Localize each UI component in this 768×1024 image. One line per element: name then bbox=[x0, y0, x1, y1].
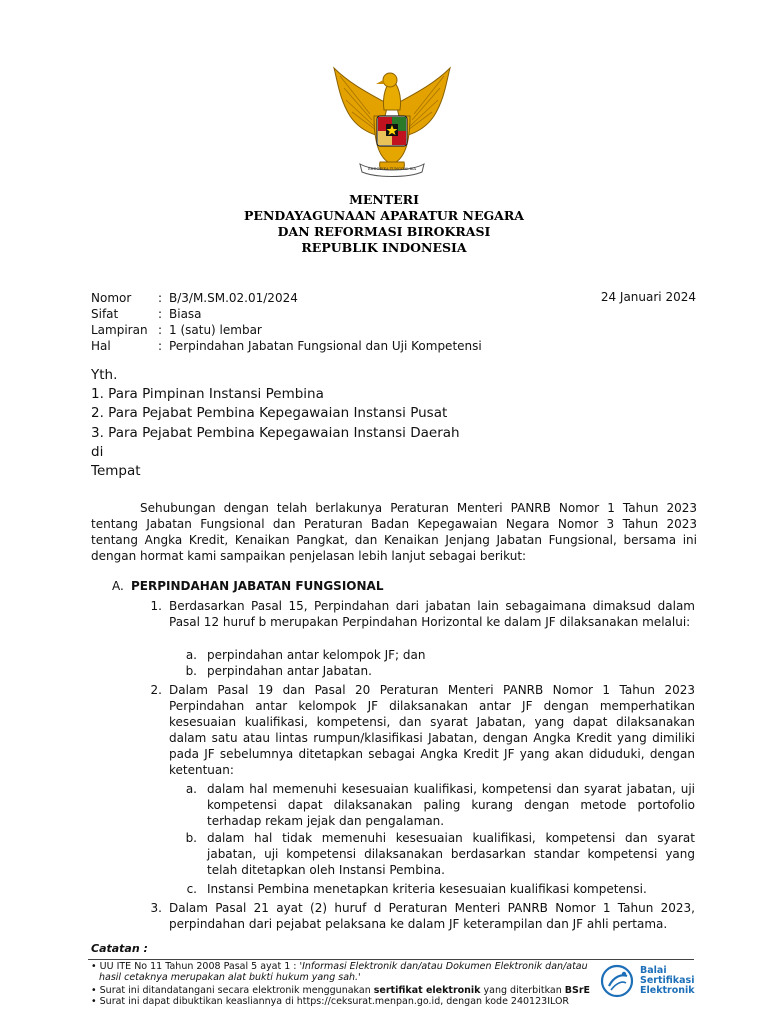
note-text: UU ITE No 11 Tahun 2008 Pasal 5 ayat 1 : ' bbox=[99, 961, 303, 972]
letter-date: 24 Januari 2024 bbox=[600, 290, 696, 304]
item-number: 3. bbox=[150, 901, 162, 915]
item-number: 2. bbox=[150, 683, 162, 697]
bsre-emblem-icon bbox=[600, 964, 634, 998]
item-number: 1. bbox=[150, 599, 162, 613]
meta-colon: : bbox=[158, 323, 163, 337]
addressee-item: 3. Para Pejabat Pembina Kepegawaian Instansi Daerah bbox=[91, 425, 460, 441]
note-text: Surat ini dapat dibuktikan keasliannya di https://ceksurat.menpan.go.id, dengan kode 240123ILOR bbox=[99, 996, 570, 1007]
garuda-pancasila-emblem bbox=[330, 64, 454, 186]
bsre-logo-line: Elektronik bbox=[640, 985, 695, 996]
subitem-letter: b. bbox=[185, 664, 197, 678]
footer-catatan: Catatan : bbox=[91, 942, 148, 955]
meta-colon: : bbox=[158, 307, 163, 321]
emblem-motto: BHINNEKA TUNGGAL IKA bbox=[367, 167, 417, 171]
meta-label: Lampiran bbox=[91, 323, 148, 337]
item-2-text: Dalam Pasal 19 dan Pasal 20 Peraturan Menteri PANRB Nomor 1 Tahun 2023 Perpindahan antar kelompok JF dilaksanakan antar JF dengan memperhatikan kesesuaian kualifikasi, kompetensi, dan syarat Jabatan, yang dapat dilaksanakan dalam satu atau lintas rumpun/klasifikasi Jabatan, dengan Angka Kredit yang dimiliki pada JF sebelumnya ditetapkan sebagai Angka Kredit JF yang akan diduduki, dengan ketentuan: bbox=[169, 683, 695, 777]
subitem-letter: a. bbox=[185, 648, 197, 662]
item-1-text: Berdasarkan Pasal 15, Perpindahan dari jabatan lain sebagaimana dimaksud dalam Pasal 12 huruf b merupakan Perpindahan Horizontal ke dalam JF dilaksanakan melalui: bbox=[169, 599, 695, 629]
meta-label: Sifat bbox=[91, 307, 119, 321]
footer-note-ite-cont: hasil cetaknya merupakan alat bukti hukum yang sah.' bbox=[99, 972, 361, 983]
bsre-logo-line: Sertifikasi bbox=[640, 975, 695, 986]
addressee-tempat: Tempat bbox=[91, 463, 141, 479]
subitem-text: perpindahan antar kelompok JF; dan bbox=[207, 648, 426, 662]
meta-value: Perpindahan Jabatan Fungsional dan Uji Kompetensi bbox=[169, 339, 482, 353]
meta-value: B/3/M.SM.02.01/2024 bbox=[169, 291, 298, 305]
subitem-letter: c. bbox=[186, 882, 197, 896]
bsre-logo-line: Balai bbox=[640, 965, 667, 976]
note-text: Surat ini ditandatangani secara elektronik menggunakan bbox=[99, 985, 374, 996]
heading-ministry: PENDAYAGUNAAN APARATUR NEGARA bbox=[244, 208, 524, 223]
footer-note-signature bbox=[91, 985, 590, 996]
note-bold: BSrE bbox=[564, 985, 591, 996]
bullet: • bbox=[91, 961, 97, 972]
note-bold: sertifikat elektronik bbox=[373, 985, 481, 996]
meta-value: Biasa bbox=[169, 307, 202, 321]
meta-label: Hal bbox=[91, 339, 111, 353]
meta-label: Nomor bbox=[91, 291, 132, 305]
addressee-yth: Yth. bbox=[91, 367, 118, 383]
meta-colon: : bbox=[158, 291, 163, 305]
footer-note-verify bbox=[91, 996, 569, 1007]
subitem-text: perpindahan antar Jabatan. bbox=[207, 664, 372, 678]
footer-note-ite bbox=[91, 961, 601, 972]
item-3-text: Dalam Pasal 21 ayat (2) huruf d Peraturan Menteri PANRB Nomor 1 Tahun 2023, perpindahan dari pejabat pelaksana ke dalam JF keterampilan dan JF ahli pertama. bbox=[169, 901, 695, 931]
subitem-letter: b. bbox=[185, 831, 197, 845]
note-italic: Informasi Elektronik dan/atau Dokumen Elektronik dan/atau bbox=[302, 961, 588, 972]
bsre-logo bbox=[600, 962, 704, 1002]
addressee-item: 1. Para Pimpinan Instansi Pembina bbox=[91, 386, 324, 402]
addressee-item: 2. Para Pejabat Pembina Kepegawaian Instansi Pusat bbox=[91, 405, 448, 421]
section-a-letter: A. bbox=[112, 579, 124, 593]
subitem-letter: a. bbox=[185, 782, 197, 796]
subitem-text: Instansi Pembina menetapkan kriteria kesesuaian kualifikasi kompetensi. bbox=[207, 882, 647, 896]
heading-minister: MENTERI bbox=[349, 192, 419, 207]
meta-colon: : bbox=[158, 339, 163, 353]
section-a-title: PERPINDAHAN JABATAN FUNGSIONAL bbox=[131, 579, 384, 593]
heading-reform: DAN REFORMASI BIROKRASI bbox=[277, 224, 491, 239]
intro-paragraph: Sehubungan dengan telah berlakunya Peraturan Menteri PANRB Nomor 1 Tahun 2023 tentang Jabatan Fungsional dan Peraturan Badan Kepegawaian Negara Nomor 3 Tahun 2023 tentang Angka Kredit, Kenaikan Pangkat, dan Kenaikan Jenjang Jabatan Fungsional, bersama ini dengan hormat kami sampaikan penjelasan lebih lanjut sebagai berikut: bbox=[91, 501, 697, 563]
addressee-di: di bbox=[91, 444, 104, 460]
heading-republic: REPUBLIK INDONESIA bbox=[301, 240, 467, 255]
footer-divider bbox=[88, 959, 694, 960]
subitem-text: dalam hal memenuhi kesesuaian kualifikasi, kompetensi dan syarat jabatan, uji kompetensi dapat dilaksanakan paling kurang dengan metode portofolio terhadap rekam jejak dan pengalaman. bbox=[207, 782, 695, 828]
bullet: • bbox=[91, 985, 97, 996]
bullet: • bbox=[91, 996, 97, 1007]
meta-value: 1 (satu) lembar bbox=[169, 323, 262, 337]
note-text: yang diterbitkan bbox=[480, 985, 565, 996]
subitem-text: dalam hal tidak memenuhi kesesuaian kualifikasi, kompetensi dan syarat jabatan, uji kompetensi dilaksanakan berdasarkan standar kompetensi yang telah ditetapkan oleh Instansi Pembina. bbox=[207, 831, 695, 877]
